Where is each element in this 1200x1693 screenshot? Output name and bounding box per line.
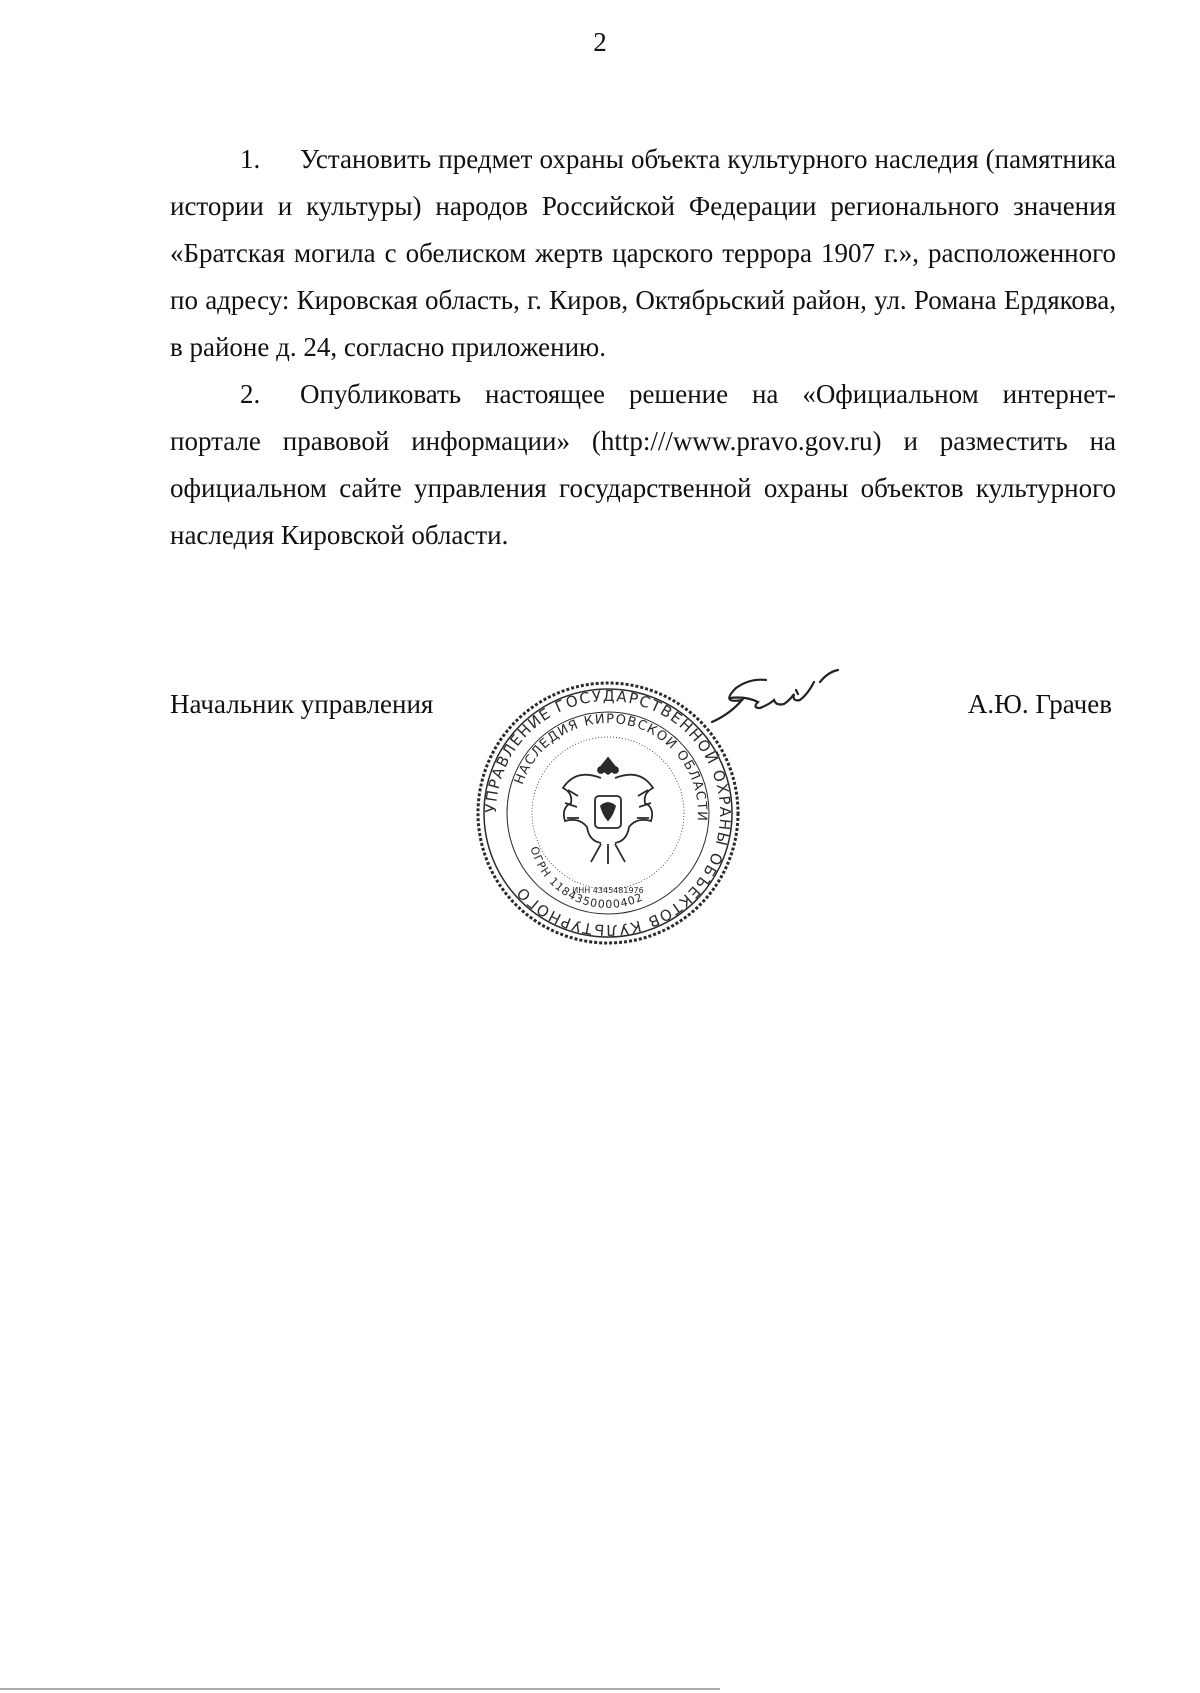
signature-block bbox=[0, 670, 1200, 950]
paragraph-2 bbox=[170, 371, 1116, 559]
seal-ogrn-text-path: ОГРН 1184350000402 bbox=[527, 844, 646, 912]
seal-outer-text-path: УПРАВЛЕНИЕ ГОСУДАРСТВЕННОЙ ОХРАНЫ ОБЪЕКТОВ КУЛЬТУРНОГО bbox=[481, 686, 735, 940]
coat-of-arms-icon bbox=[563, 758, 653, 864]
paragraph-2-text: Опубликовать настоящее решение на «Официальном интернет-портале правовой информации» (http:///www.pravo.gov.ru) и разместить на официальном сайте управления государственной охраны объектов культурного наследия Кировской области. bbox=[170, 379, 1116, 550]
signatory-name: А.Ю. Грачев bbox=[967, 689, 1112, 719]
bottom-scan-edge bbox=[0, 1688, 1200, 1690]
paragraph-1 bbox=[170, 136, 1116, 371]
signatory-position: Начальник управления bbox=[170, 689, 434, 719]
paragraph-1-number: 1. bbox=[240, 144, 261, 174]
paragraph-2-number: 2. bbox=[240, 379, 261, 409]
page-number: 2 bbox=[593, 27, 607, 57]
paragraph-1-text: Установить предмет охраны объекта культурного наследия (памятника истории и культуры) народов Российской Федерации регионального значения «Братская могила с обелиском жертв царского террора 1907 г.», расположенного по адресу: Кировская область, г. Киров, Октябрьский район, ул. Романа Ердякова, в районе д. 24, согласно приложению. bbox=[170, 144, 1116, 362]
seal-inner-text-path: НАСЛЕДИЯ КИРОВСКОЙ ОБЛАСТИ bbox=[512, 711, 710, 823]
seal-inn-text: ИНН 4345481976 bbox=[572, 886, 644, 895]
document-body bbox=[170, 136, 1116, 559]
handwritten-signature bbox=[700, 660, 860, 740]
